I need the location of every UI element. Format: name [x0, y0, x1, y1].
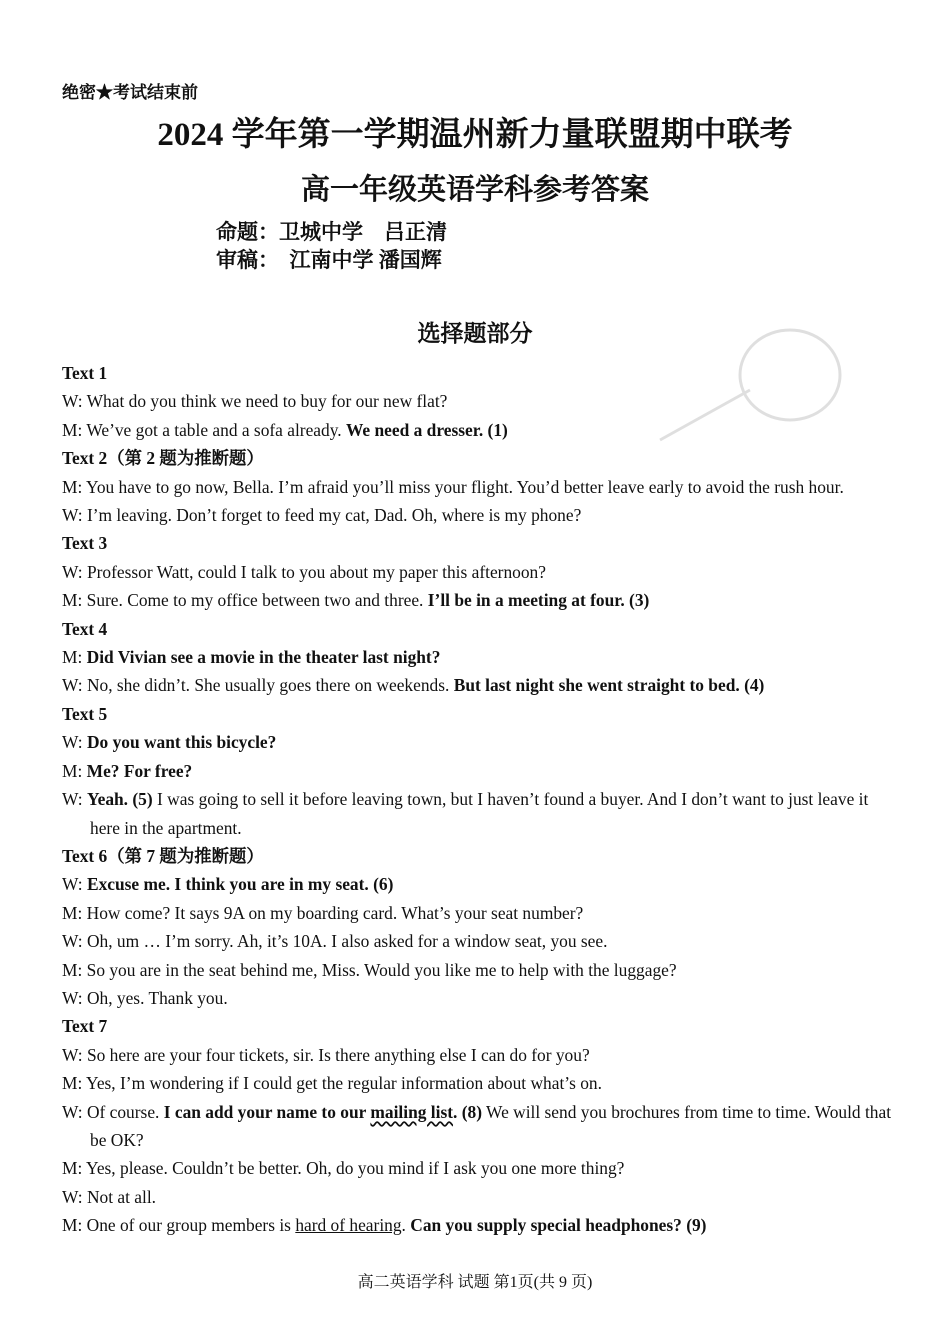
underlined-phrase: hard of hearing — [295, 1215, 402, 1236]
answer-highlight: Me? For free? — [86, 760, 193, 781]
answer-highlight: I can add your name to our mailing list. (8) — [163, 1101, 482, 1122]
confidential-label: 绝密★考试结束前 — [62, 83, 198, 102]
wavy-underlined-phrase: mailing list — [370, 1101, 454, 1122]
text-heading: Text 3 — [62, 533, 108, 554]
dialogue-line: W: Yeah. (5) I was going to sell it before leaving town, but I haven’t found a buyer. And I don’t want to just leave it here in the apartment. — [62, 789, 869, 838]
dialogue-line: M: Sure. Come to my office between two and three. I’ll be in a meeting at four. (3) — [62, 590, 650, 611]
text-heading: Text 5 — [62, 703, 108, 724]
transcript-content — [62, 359, 892, 1240]
exam-title: 2024 学年第一学期温州新力量联盟期中联考 — [157, 117, 793, 153]
dialogue-line: W: Oh, um … I’m sorry. Ah, it’s 10A. I also asked for a window seat, you see. — [62, 931, 608, 952]
section-heading: 选择题部分 — [417, 321, 533, 346]
answer-highlight: Do you want this bicycle? — [86, 732, 277, 753]
reviewer-credit: 审稿： 江南中学 潘国辉 — [216, 248, 442, 272]
dialogue-line: W: Excuse me. I think you are in my seat. (6) — [62, 874, 394, 895]
dialogue-line: M: We’ve got a table and a sofa already. We need a dresser. (1) — [62, 419, 508, 440]
answer-highlight: But last night she went straight to bed. (4) — [453, 675, 765, 696]
exam-subtitle: 高一年级英语学科参考答案 — [300, 174, 649, 206]
dialogue-line: M: Did Vivian see a movie in the theater last night? — [62, 647, 441, 668]
dialogue-line: W: Oh, yes. Thank you. — [62, 987, 228, 1008]
page-footer: 高二英语学科 试题 第1页(共 9 页) — [357, 1274, 593, 1291]
dialogue-line: M: So you are in the seat behind me, Miss. Would you like me to help with the luggage? — [62, 959, 677, 980]
text-heading: Text 4 — [62, 618, 108, 639]
text-heading: Text 7 — [62, 1016, 108, 1037]
dialogue-line: M: You have to go now, Bella. I’m afraid you’ll miss your flight. You’d better leave early to avoid the rush hour. — [62, 476, 844, 497]
answer-highlight: We need a dresser. (1) — [346, 419, 508, 440]
answer-highlight: Can you supply special headphones? (9) — [410, 1215, 707, 1236]
text-heading: Text 6（第 7 题为推断题） — [62, 845, 264, 866]
answer-highlight: I’ll be in a meeting at four. (3) — [427, 590, 650, 611]
proposer-credit: 命题：卫城中学 吕正清 — [216, 220, 447, 244]
dialogue-line: M: Me? For free? — [62, 760, 193, 781]
dialogue-line: M: Yes, I’m wondering if I could get the regular information about what’s on. — [62, 1073, 602, 1094]
dialogue-line: W: Do you want this bicycle? — [62, 732, 277, 753]
answer-highlight: Yeah. (5) — [86, 789, 153, 810]
answer-highlight: Did Vivian see a movie in the theater last night? — [86, 647, 441, 668]
dialogue-line: W: No, she didn’t. She usually goes there on weekends. But last night she went straight to bed. (4) — [62, 675, 765, 696]
dialogue-line: M: Yes, please. Couldn’t be better. Oh, do you mind if I ask you one more thing? — [62, 1158, 625, 1179]
answer-highlight: Excuse me. I think you are in my seat. (6) — [86, 874, 394, 895]
text-heading: Text 1 — [62, 363, 108, 383]
dialogue-line: W: I’m leaving. Don’t forget to feed my cat, Dad. Oh, where is my phone? — [62, 505, 582, 526]
dialogue-line: W: Professor Watt, could I talk to you about my paper this afternoon? — [62, 561, 546, 582]
dialogue-line: W: Of course. I can add your name to our mailing list. (8) We will send you brochures from time to time. Would that be OK? — [62, 1101, 892, 1150]
text-heading: Text 2（第 2 题为推断题） — [62, 448, 264, 469]
dialogue-line: M: How come? It says 9A on my boarding card. What’s your seat number? — [62, 902, 584, 923]
dialogue-line: M: One of our group members is hard of hearing. Can you supply special headphones? (9) — [62, 1215, 707, 1236]
dialogue-line: W: So here are your four tickets, sir. Is there anything else I can do for you? — [62, 1044, 590, 1065]
dialogue-line: W: What do you think we need to buy for our new flat? — [62, 391, 448, 412]
dialogue-line: W: Not at all. — [62, 1186, 157, 1207]
